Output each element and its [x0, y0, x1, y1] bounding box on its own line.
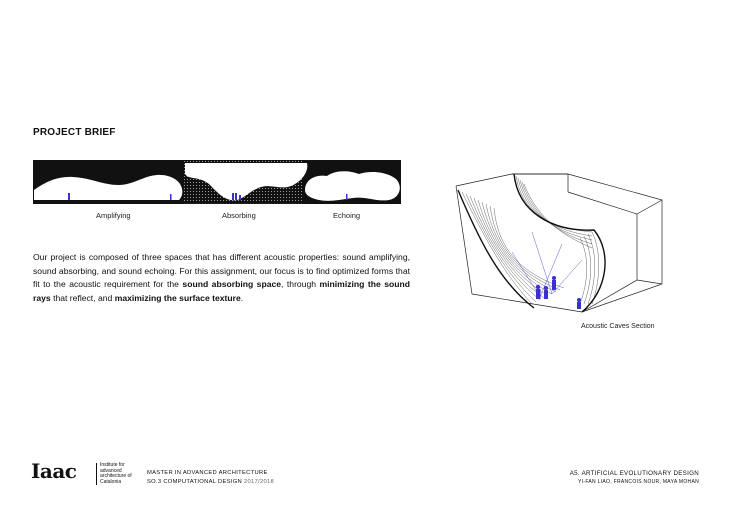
body-bold-3: maximizing the surface texture — [114, 292, 241, 303]
iaac-logo-subtitle: Institute for advanced architecture of Catalonia — [96, 463, 140, 485]
page-title: PROJECT BRIEF — [33, 127, 116, 138]
label-absorbing: Absorbing — [222, 211, 256, 220]
program-course — [147, 478, 274, 487]
spaces-section-strip — [33, 160, 401, 204]
cave-profiles — [458, 174, 605, 312]
program-course-name: SO.3 COMPUTATIONAL DESIGN — [147, 479, 243, 485]
acoustic-caves-section-drawing — [452, 172, 677, 317]
body-text-3: that reflect, and — [50, 292, 115, 303]
body-text-1: Our project is composed of three spaces that has different acoustic properties: sound amplifying, sound absorbing, and sound echoing. For this assignment, our focus is to find optimized forms that fit to the acoustic requirement for the — [33, 252, 410, 290]
program-year: 2017/2018 — [243, 479, 275, 485]
body-text-4: . — [240, 292, 244, 303]
project-description — [33, 251, 410, 305]
body-bold-1: sound absorbing space — [182, 279, 282, 290]
body-bold-2: minimizing the sound rays — [33, 279, 410, 303]
label-echoing: Echoing — [333, 211, 361, 220]
assignment-title: A5. ARTIFICIAL EVOLUTIONARY DESIGN — [569, 470, 699, 477]
label-amplifying: Amplifying — [96, 211, 131, 220]
body-text-2: , through — [281, 279, 320, 290]
program-info — [147, 469, 274, 487]
iaac-logo: Iaac — [31, 459, 77, 483]
section-caption: Acoustic Caves Section — [581, 323, 655, 330]
authors: YI-FAN LIAO, FRANCOIS NOUR, MAYA MOHAN — [578, 479, 699, 485]
assignment-info — [570, 469, 699, 487]
program-title: MASTER IN ADVANCED ARCHITECTURE — [147, 470, 268, 476]
